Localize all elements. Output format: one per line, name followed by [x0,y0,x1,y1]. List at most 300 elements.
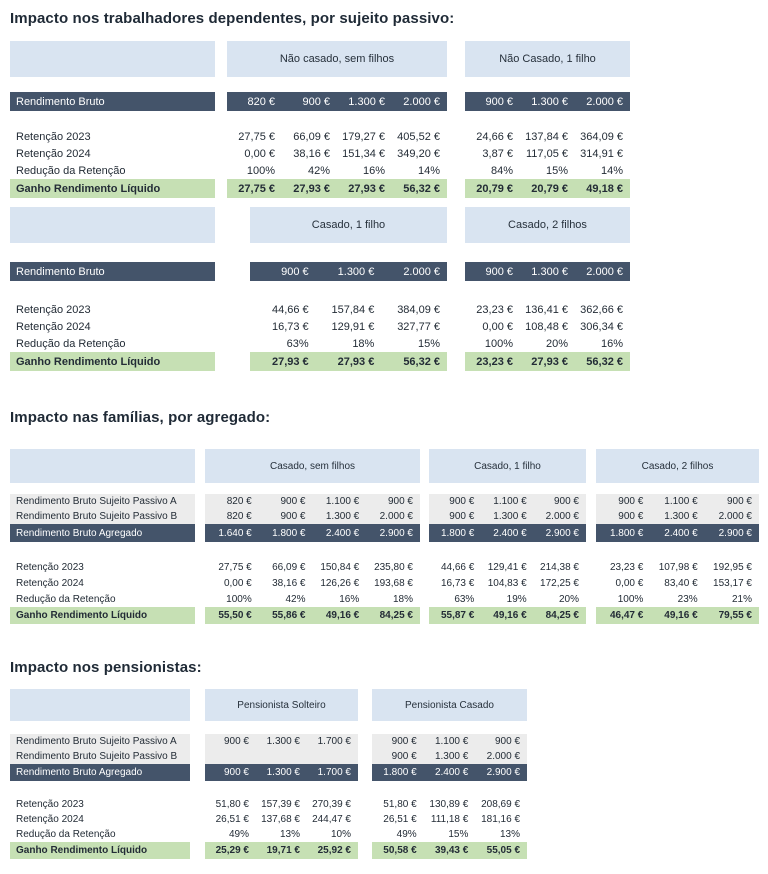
value-cell: 27,93 € [348,182,385,195]
value-cells [429,591,586,607]
rb-sujeito-a-row [10,494,760,509]
value-cell: 83,40 € [664,577,698,589]
value-cell: 1.700 € [317,736,351,747]
value-cell: 1.700 € [317,767,351,778]
value-cells [250,262,447,281]
value-cells [465,352,630,371]
value-cells [429,575,586,591]
value-cell: 192,95 € [713,561,752,573]
value-cell: 0,00 € [244,147,275,160]
value-cell: 214,38 € [540,561,579,573]
value-cell: 1.300 € [337,265,375,278]
value-cell: 179,27 € [342,130,385,143]
value-cell: 364,09 € [580,130,623,143]
row-label: Retenção 2024 [16,320,91,333]
value-cells [205,749,358,764]
group-header: Pensionista Casado [372,689,527,721]
value-cell: 42% [307,164,330,177]
value-cell: 150,84 € [320,561,360,573]
row-label: Redução da Retenção [16,829,116,840]
value-cell: 1.100 € [325,496,360,507]
value-cell: 1.300 € [348,95,385,108]
value-cells [465,162,630,179]
retencao-2024-row [10,575,760,591]
value-cell: 42% [285,593,306,605]
value-cell: 314,91 € [580,147,623,160]
value-cell: 13% [279,829,300,840]
value-cells [205,812,358,827]
value-cells [205,494,420,509]
value-cell: 900 € [281,265,309,278]
value-cell: 306,34 € [580,320,623,333]
rb-agregado-row [10,524,760,542]
value-cells [596,524,759,542]
retencao-2024-row [10,145,760,162]
value-cell: 137,84 € [525,130,568,143]
value-cells [205,797,358,812]
value-cell: 56,32 € [403,355,441,368]
value-cell: 56,32 € [586,355,623,368]
value-cell: 900 € [387,496,413,507]
ganho-row [10,179,760,198]
value-cells [205,509,420,524]
value-cell: 100% [617,593,644,605]
value-cells [372,764,527,781]
value-cell: 130,89 € [429,799,469,810]
value-cells [227,162,447,179]
value-cell: 27,93 € [337,355,375,368]
value-cell: 16% [600,337,623,350]
value-cell: 157,84 € [331,303,375,316]
value-cell: 55,87 € [440,610,475,621]
value-cells [596,575,759,591]
value-cell: 50,58 € [383,845,417,856]
value-cell: 84% [490,164,513,177]
value-cell: 2.000 € [718,511,752,522]
value-cell: 27,93 € [271,355,309,368]
value-cells [250,318,447,335]
row-label: Redução da Retenção [16,164,126,177]
value-cells [465,318,630,335]
value-cell: 1.800 € [609,527,644,539]
value-cell: 26,51 € [383,814,417,825]
section1-band1 [10,41,760,198]
value-cells [205,524,420,542]
value-cell: 49% [396,829,417,840]
value-cell: 111,18 € [430,814,469,825]
value-cell: 16,73 € [271,320,309,333]
value-cell: 2.400 € [493,527,527,539]
value-cells [465,145,630,162]
group-header-row [10,41,760,77]
value-cell: 2.900 € [545,527,579,539]
row-label: Rendimento Bruto [10,92,215,111]
reducao-row [10,335,760,352]
value-cell: 327,77 € [397,320,441,333]
value-cell: 16% [339,593,360,605]
value-cells [205,764,358,781]
value-cell: 49,16 € [493,610,527,621]
row-label: Ganho Rendimento Líquido [10,842,190,859]
value-cells [465,92,630,111]
value-cells [205,559,420,575]
row-label: Redução da Retenção [16,593,116,605]
group-header: Pensionista Solteiro [205,689,358,721]
value-cell: 23,23 € [609,561,644,573]
header-spacer [10,449,195,483]
gross-income-row [10,92,760,111]
value-cells [596,591,759,607]
row-label: Retenção 2023 [16,303,91,316]
value-cell: 44,66 € [440,561,475,573]
rb-agregado-row [10,764,760,781]
value-cell: 1.300 € [531,265,568,278]
value-cells [465,128,630,145]
value-cell: 100% [484,337,513,350]
reducao-row [10,827,760,842]
value-cell: 900 € [391,736,417,747]
group-header: Casado, 1 filho [250,207,447,243]
value-cell: 136,41 € [525,303,568,316]
value-cell: 820 € [247,95,275,108]
value-cell: 16% [362,164,385,177]
value-cell: 19,71 € [266,845,300,856]
value-cell: 55,50 € [218,610,252,621]
value-cell: 270,39 € [312,799,351,810]
value-cell: 49% [228,829,249,840]
value-cell: 900 € [280,511,306,522]
value-cell: 153,17 € [713,577,752,589]
value-cell: 56,32 € [403,182,440,195]
value-cell: 129,91 € [331,320,375,333]
value-cells [372,734,527,749]
value-cells [205,734,358,749]
value-cell: 1.300 € [325,511,360,522]
value-cells [227,128,447,145]
value-cell: 1.100 € [493,496,527,507]
value-cell: 38,16 € [272,577,306,589]
value-cell: 51,80 € [383,799,417,810]
value-cell: 49,18 € [586,182,623,195]
value-cell: 900 € [391,751,417,762]
value-cells [429,607,586,624]
value-cell: 66,09 € [293,130,330,143]
value-cells [227,145,447,162]
value-cell: 900 € [449,511,475,522]
row-label: Retenção 2024 [16,814,84,825]
value-cells [227,179,447,198]
header-spacer [10,689,190,721]
row-label: Rendimento Bruto Agregado [10,764,190,781]
value-cell: 51,80 € [215,799,249,810]
value-cells [250,352,447,371]
value-cell: 108,48 € [525,320,568,333]
value-cells [429,559,586,575]
value-cell: 21% [731,593,752,605]
row-label: Redução da Retenção [16,337,126,350]
value-cell: 18% [392,593,413,605]
value-cell: 18% [352,337,375,350]
value-cell: 20% [558,593,579,605]
value-cells [250,301,447,318]
row-label: Rendimento Bruto [10,262,215,281]
rb-sujeito-a-row [10,734,760,749]
value-cell: 27,93 € [293,182,330,195]
value-cell: 26,51 € [215,814,249,825]
section2-band [10,449,760,624]
value-cell: 900 € [618,496,644,507]
value-cell: 2.000 € [586,265,623,278]
value-cell: 107,98 € [658,561,698,573]
value-cell: 2.900 € [486,767,521,778]
value-cell: 39,43 € [434,845,469,856]
value-cell: 2.000 € [379,511,413,522]
group-header: Não casado, sem filhos [227,41,447,77]
value-cell: 15% [448,829,469,840]
group-header: Casado, sem filhos [205,449,420,483]
value-cell: 24,66 € [476,130,513,143]
value-cell: 208,69 € [481,799,521,810]
value-cell: 151,34 € [342,147,385,160]
value-cell: 2.400 € [434,767,469,778]
row-label: Rendimento Bruto Sujeito Passivo B [10,509,195,524]
value-cell: 2.000 € [586,95,623,108]
value-cell: 1.640 € [218,527,252,539]
value-cells [205,827,358,842]
value-cell: 2.900 € [718,527,752,539]
value-cell: 63% [454,593,475,605]
value-cell: 13% [500,829,521,840]
value-cells [205,591,420,607]
value-cells [372,749,527,764]
value-cells [372,797,527,812]
value-cell: 27,75 € [218,561,252,573]
value-cells [596,494,759,509]
value-cells [465,262,630,281]
value-cell: 2.400 € [325,527,360,539]
value-cell: 27,75 € [238,130,275,143]
section3-title: Impacto nos pensionistas: [10,659,202,676]
header-spacer [10,207,215,243]
row-label: Ganho Rendimento Líquido [10,607,195,624]
value-cell: 157,39 € [261,799,300,810]
value-cell: 1.100 € [434,736,469,747]
header-spacer [10,41,215,77]
row-label: Rendimento Bruto Sujeito Passivo A [10,734,190,749]
value-cell: 55,05 € [486,845,521,856]
value-cells [372,842,527,859]
value-cell: 27,75 € [238,182,275,195]
rb-sujeito-b-row [10,749,760,764]
retencao-2024-row [10,812,760,827]
value-cell: 2.000 € [403,95,440,108]
value-cell: 2.000 € [403,265,441,278]
row-label: Rendimento Bruto Sujeito Passivo B [10,749,190,764]
value-cell: 16,73 € [440,577,475,589]
value-cell: 49,16 € [664,610,698,621]
value-cells [429,509,586,524]
value-cell: 900 € [726,496,752,507]
row-label: Retenção 2023 [16,130,91,143]
value-cell: 100% [226,593,252,605]
value-cell: 84,25 € [379,610,413,621]
group-header: Casado, 1 filho [429,449,586,483]
value-cell: 349,20 € [397,147,440,160]
group-header: Casado, 2 filhos [465,207,630,243]
row-label: Ganho Rendimento Líquido [10,352,215,371]
value-cell: 405,52 € [397,130,440,143]
row-label: Retenção 2024 [16,577,84,589]
value-cell: 137,68 € [261,814,300,825]
value-cell: 900 € [553,496,579,507]
value-cell: 20,79 € [531,182,568,195]
value-cell: 900 € [618,511,644,522]
group-header-row [10,207,760,243]
row-label: Rendimento Bruto Agregado [10,524,195,542]
value-cell: 900 € [494,736,521,747]
value-cell: 100% [246,164,275,177]
retencao-2023-row [10,128,760,145]
value-cell: 900 € [223,767,249,778]
value-cell: 27,93 € [531,355,568,368]
value-cell: 1.300 € [493,511,527,522]
value-cell: 1.300 € [531,95,568,108]
value-cells [596,607,759,624]
retencao-2023-row [10,559,760,575]
value-cell: 2.000 € [545,511,579,522]
ganho-row [10,842,760,859]
value-cell: 384,09 € [397,303,441,316]
value-cell: 55,86 € [272,610,306,621]
group-header-row [10,689,760,721]
value-cell: 15% [417,337,441,350]
value-cell: 44,66 € [271,303,309,316]
row-label: Ganho Rendimento Líquido [10,179,215,198]
value-cells [465,335,630,352]
value-cell: 3,87 € [482,147,513,160]
value-cell: 19% [506,593,527,605]
value-cell: 900 € [223,736,249,747]
value-cell: 181,16 € [481,814,521,825]
value-cell: 1.800 € [440,527,475,539]
reducao-row [10,591,760,607]
gross-income-row [10,262,760,281]
value-cell: 900 € [485,95,513,108]
row-label: Rendimento Bruto Sujeito Passivo A [10,494,195,509]
value-cell: 2.900 € [379,527,413,539]
value-cells [465,179,630,198]
value-cell: 244,47 € [312,814,351,825]
value-cell: 23% [677,593,698,605]
rb-sujeito-b-row [10,509,760,524]
value-cell: 172,25 € [540,577,579,589]
value-cell: 126,26 € [320,577,360,589]
value-cell: 117,05 € [525,147,568,160]
value-cell: 1.100 € [664,496,698,507]
value-cell: 1.800 € [383,767,417,778]
value-cells [429,524,586,542]
value-cell: 2.000 € [486,751,521,762]
value-cell: 235,80 € [374,561,413,573]
group-header-row [10,449,760,483]
value-cell: 84,25 € [545,610,579,621]
value-cell: 900 € [485,265,513,278]
row-label: Retenção 2023 [16,561,84,573]
value-cell: 1.300 € [664,511,698,522]
value-cell: 15% [545,164,568,177]
ganho-row [10,607,760,624]
value-cell: 104,83 € [487,577,527,589]
value-cells [227,92,447,111]
group-header: Não Casado, 1 filho [465,41,630,77]
value-cell: 362,66 € [580,303,623,316]
value-cell: 820 € [226,496,252,507]
value-cell: 14% [600,164,623,177]
section2-title: Impacto nas famílias, por agregado: [10,409,271,426]
value-cells [596,559,759,575]
value-cell: 0,00 € [482,320,513,333]
value-cells [205,607,420,624]
value-cell: 25,92 € [317,845,351,856]
value-cells [250,335,447,352]
value-cell: 38,16 € [293,147,330,160]
section3-band [10,689,760,859]
value-cell: 14% [417,164,440,177]
value-cells [596,509,759,524]
value-cell: 49,16 € [325,610,360,621]
value-cells [205,842,358,859]
value-cell: 23,23 € [476,355,513,368]
section1-title: Impacto nos trabalhadores dependentes, por sujeito passivo: [10,10,455,27]
row-label: Retenção 2023 [16,799,84,810]
value-cells [465,301,630,318]
retencao-2023-row [10,797,760,812]
value-cell: 1.300 € [266,736,300,747]
section1-band2 [10,207,760,371]
ganho-row [10,352,760,371]
value-cell: 0,00 € [223,577,252,589]
row-label: Retenção 2024 [16,147,91,160]
value-cell: 20,79 € [476,182,513,195]
value-cell: 23,23 € [476,303,513,316]
value-cells [205,575,420,591]
retencao-2024-row [10,318,760,335]
group-header: Casado, 2 filhos [596,449,759,483]
value-cell: 1.300 € [266,767,300,778]
value-cell: 900 € [302,95,330,108]
value-cell: 66,09 € [272,561,306,573]
reducao-row [10,162,760,179]
value-cells [429,494,586,509]
value-cell: 129,41 € [487,561,527,573]
value-cell: 25,29 € [215,845,249,856]
value-cell: 20% [545,337,568,350]
value-cell: 10% [330,829,351,840]
value-cell: 2.400 € [664,527,698,539]
value-cell: 46,47 € [609,610,644,621]
retencao-2023-row [10,301,760,318]
value-cells [372,827,527,842]
value-cell: 900 € [449,496,475,507]
value-cell: 1.800 € [272,527,306,539]
value-cell: 0,00 € [615,577,644,589]
value-cell: 79,55 € [718,610,752,621]
value-cells [372,812,527,827]
value-cell: 820 € [226,511,252,522]
value-cell: 63% [286,337,309,350]
value-cell: 900 € [280,496,306,507]
value-cell: 1.300 € [434,751,469,762]
